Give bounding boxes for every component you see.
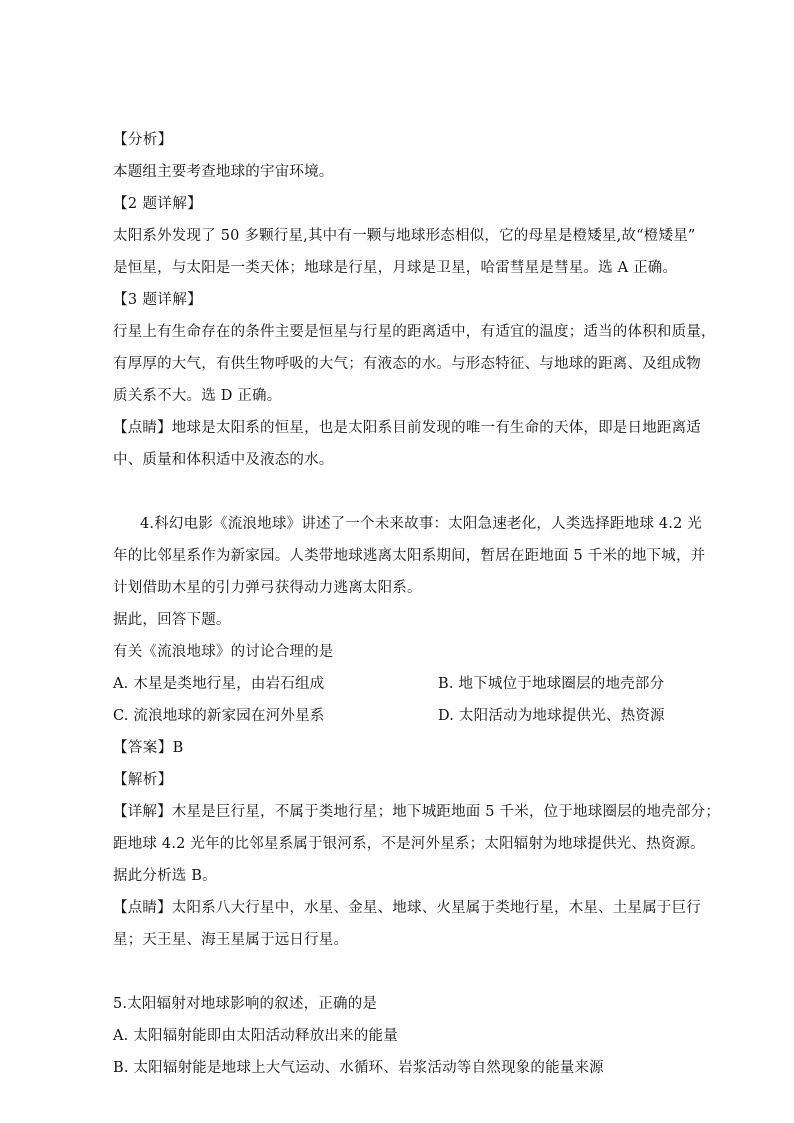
- q3-detail-line-3: 质关系不大。选 D 正确。: [113, 388, 282, 404]
- q4-answer: 【答案】B: [113, 740, 184, 756]
- q4-option-d: D. 太阳活动为地球提供光、热资源: [438, 708, 665, 724]
- analysis-text: 本题组主要考查地球的宇宙环境。: [113, 164, 334, 180]
- q4-stem-line-3: 计划借助木星的引力弹弓获得动力逃离太阳系。: [113, 580, 422, 596]
- q4-explanation-heading: 【解析】: [113, 772, 173, 788]
- q4-option-c: C. 流浪地球的新家园在河外星系: [113, 708, 325, 724]
- q2-detail-heading: 【2 题详解】: [113, 196, 203, 212]
- q4-key-point-line-1: 【点睛】太阳系八大行星中，水星、金星、地球、火星属于类地行星，木星、土星属于巨行: [113, 900, 701, 916]
- q5-option-a: A. 太阳辐射能即由太阳活动释放出来的能量: [113, 1028, 398, 1044]
- analysis-heading: 【分析】: [113, 132, 173, 148]
- q4-key-point-line-2: 星；天王星、海王星属于远日行星。: [113, 932, 349, 948]
- q5-option-b: B. 太阳辐射能是地球上大气运动、水循环、岩浆活动等自然现象的能量来源: [113, 1060, 604, 1076]
- q4-question: 有关《流浪地球》的讨论合理的是: [113, 644, 334, 660]
- q3-detail-line-1: 行星上有生命存在的条件主要是恒星与行星的距离适中，有适宜的温度；适当的体积和质量，: [113, 324, 716, 340]
- key-point-line-2: 中、质量和体积适中及液态的水。: [113, 452, 334, 468]
- q4-detail-line-2: 距地球 4.2 光年的比邻星系属于银河系，不是河外星系；太阳辐射为地球提供光、热资源。: [113, 836, 705, 852]
- q2-detail-line-1: 太阳系外发现了 50 多颗行星,其中有一颗与地球形态相似，它的母星是橙矮星,故“橙矮星”: [113, 228, 696, 244]
- q4-stem-line-2: 年的比邻星系作为新家园。人类带地球逃离太阳系期间，暂居在距地面 5 千米的地下城，并: [113, 548, 706, 564]
- q4-option-a: A. 木星是类地行星，由岩石组成: [113, 676, 325, 692]
- q4-detail-line-1: 【详解】木星是巨行星，不属于类地行星；地下城距地面 5 千米，位于地球圈层的地壳部分；: [113, 804, 721, 820]
- q5-question: 5.太阳辐射对地球影响的叙述，正确的是: [113, 996, 378, 1012]
- q4-stem-line-1: 4.科幻电影《流浪地球》讲述了一个未来故事：太阳急速老化，人类选择距地球 4.2 光: [140, 516, 703, 532]
- q4-detail-line-3: 据此分析选 B。: [113, 868, 217, 884]
- q4-option-b: B. 地下城位于地球圈层的地壳部分: [438, 676, 665, 692]
- q4-instruction: 据此，回答下题。: [113, 612, 231, 628]
- key-point-line-1: 【点睛】地球是太阳系的恒星，也是太阳系目前发现的唯一有生命的天体，即是日地距离适: [113, 420, 701, 436]
- q3-detail-line-2: 有厚厚的大气，有供生物呼吸的大气；有液态的水。与形态特征、与地球的距离、及组成物: [113, 356, 701, 372]
- q2-detail-line-2: 是恒星，与太阳是一类天体；地球是行星，月球是卫星，哈雷彗星是彗星。选 A 正确。: [113, 260, 678, 276]
- q3-detail-heading: 【3 题详解】: [113, 292, 203, 308]
